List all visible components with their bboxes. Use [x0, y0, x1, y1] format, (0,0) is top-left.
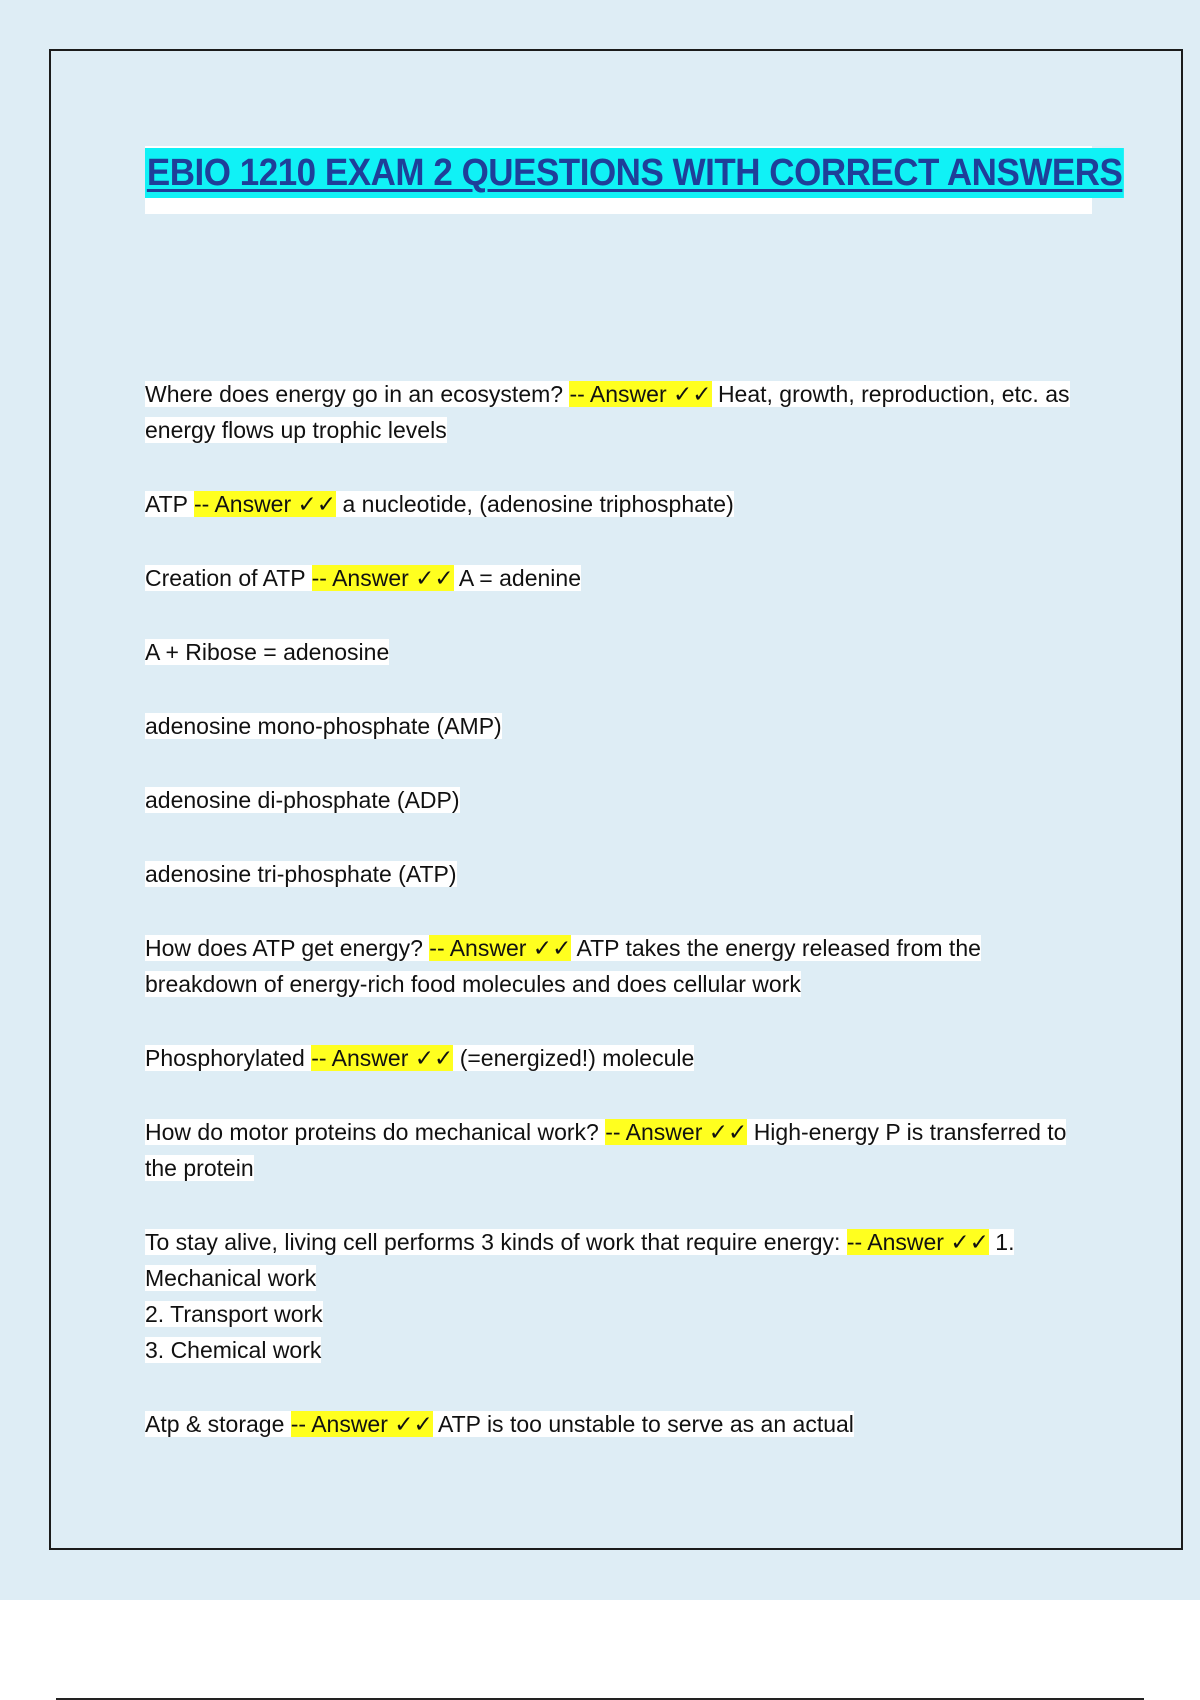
line-text: adenosine tri-phosphate (ATP): [145, 861, 457, 887]
answer-text: ATP takes the energy released from the breakdown of energy-rich food molecules and does cellular work: [145, 935, 981, 997]
text-line: [145, 634, 1095, 670]
answer-text: A = adenine: [458, 565, 581, 591]
qa-item: [145, 376, 1095, 448]
text-line: [145, 708, 1095, 744]
answer-marker: -- Answer ✓✓: [311, 565, 454, 591]
line-text: adenosine di-phosphate (ADP): [145, 787, 460, 813]
answer-marker: -- Answer ✓✓: [846, 1229, 989, 1255]
answer-text: ATP is too unstable to serve as an actual: [437, 1411, 854, 1437]
answer-text: Heat, growth, reproduction, etc. as energy flows up trophic levels: [145, 381, 1070, 443]
question-text: Phosphorylated: [145, 1045, 305, 1071]
qa-item: [145, 1114, 1095, 1186]
question-text: Where does energy go in an ecosystem?: [145, 381, 564, 407]
answer-line: 2. Transport work: [145, 1301, 323, 1327]
qa-item: [145, 1224, 1095, 1368]
answer-marker: -- Answer ✓✓: [569, 381, 712, 407]
text-line: [145, 856, 1095, 892]
qa-item: [145, 560, 1095, 596]
answer-marker: -- Answer ✓✓: [194, 491, 337, 517]
qa-item: [145, 930, 1095, 1002]
line-text: A + Ribose = adenosine: [145, 639, 390, 665]
answer-text: (=energized!) molecule: [459, 1045, 695, 1071]
qa-item: [145, 1040, 1095, 1076]
answer-marker: -- Answer ✓✓: [605, 1119, 748, 1145]
question-text: To stay alive, living cell performs 3 kinds of work that require energy:: [145, 1229, 841, 1255]
answer-marker: -- Answer ✓✓: [290, 1411, 433, 1437]
answer-text: 1. Mechanical work: [145, 1229, 1015, 1291]
answer-marker: -- Answer ✓✓: [429, 935, 572, 961]
document-title: EBIO 1210 EXAM 2 QUESTIONS WITH CORRECT ANSWERS: [145, 148, 1124, 198]
answer-marker: -- Answer ✓✓: [311, 1045, 454, 1071]
qa-item: [145, 1406, 1095, 1442]
question-text: ATP: [145, 491, 188, 517]
question-text: How does ATP get energy?: [145, 935, 423, 961]
answer-text: a nucleotide, (adenosine triphosphate): [342, 491, 734, 517]
question-text: Atp & storage: [145, 1411, 285, 1437]
question-text: How do motor proteins do mechanical work?: [145, 1119, 599, 1145]
question-text: Creation of ATP: [145, 565, 306, 591]
text-line: [145, 782, 1095, 818]
qa-item: [145, 486, 1095, 522]
line-text: adenosine mono-phosphate (AMP): [145, 713, 502, 739]
answer-line: 3. Chemical work: [145, 1337, 322, 1363]
answer-text: High-energy P is transferred to the protein: [145, 1119, 1067, 1181]
qa-list: [145, 376, 1095, 1480]
